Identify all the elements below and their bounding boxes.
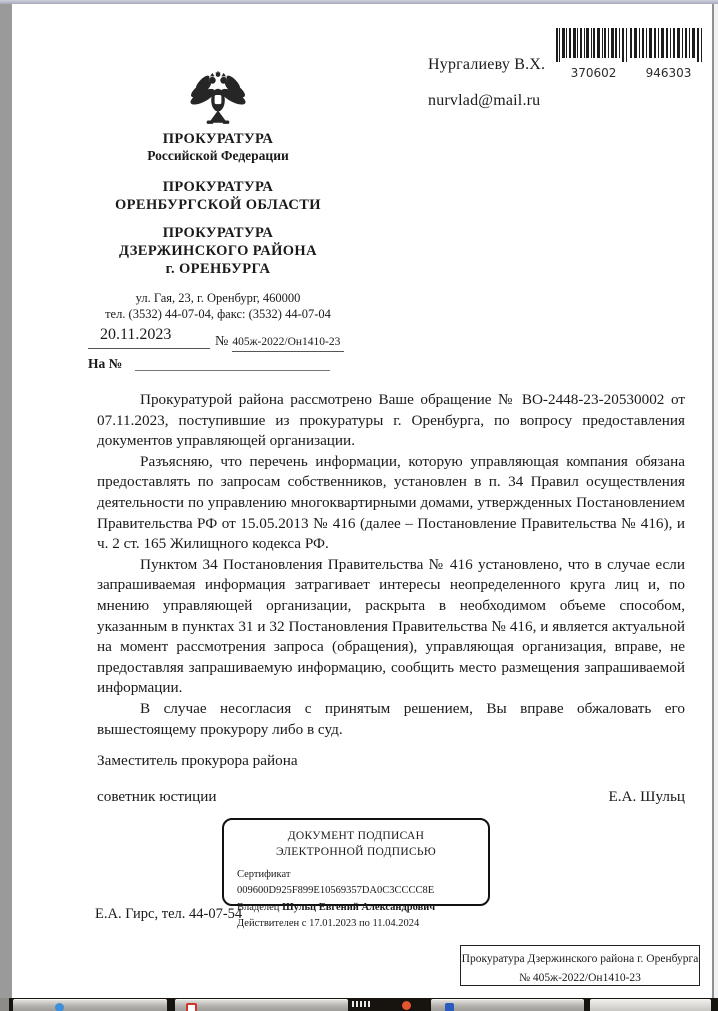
taskbar-app-button-1[interactable]	[13, 999, 167, 1011]
body-paragraph-3: Пунктом 34 Постановления Правительства № 416 установлено, что в случае если запрашиваемая информация затрагивает интересы неопределенного круга лиц и, по мнению управляющей организации, раскрыта в необходимом объеме способом, указанным в пунктах 31 и 32 Постановления Правительства № 416, и является актуальной на момент рассмотрения запроса (обращения), управляющая организация, вправе, не предоставляя запрашиваемую информацию, сообщить место размещения запрашиваемой информации.	[97, 555, 685, 697]
certificate-value: 009600D925F899E10569357DA0C3CCCC8E	[237, 885, 435, 897]
viewer-right-gutter	[714, 4, 718, 998]
taskbar	[0, 998, 718, 1011]
notification-dot-icon[interactable]	[402, 1001, 411, 1010]
letterhead-federal	[92, 130, 344, 165]
signer-name: Е.А. Шульц	[608, 788, 685, 805]
letterhead-federal-line2: Российской Федерации	[147, 148, 289, 164]
body-paragraph-2: Разъясняю, что перечень информации, которую управляющая компания обязана предоставлять по запросам собственников, установлен в п. 34 Правил осуществления деятельности по управлению многоквартирными домами, утвержденных Постановлением Правительства РФ от 15.05.2013 № 416 (далее – Постановление Правительства № 416), и ч. 2 ст. 165 Жилищного кодекса РФ.	[97, 452, 685, 553]
reply-to-line	[135, 352, 330, 371]
reply-to-label: На №	[88, 356, 123, 371]
app-window-icon	[55, 1003, 64, 1011]
registration-number: № 405ж-2022/Он1410-23	[519, 972, 641, 984]
addressee-email: nurvlad@mail.ru	[428, 92, 541, 109]
stamp-title-line1: ДОКУМЕНТ ПОДПИСАН	[287, 830, 425, 842]
letterhead-regional-line2: ОРЕНБУРГСКОЙ ОБЛАСТИ	[115, 197, 321, 214]
registration-stamp-box	[460, 945, 700, 986]
stamp-title-line2: ЭЛЕКТРОННОЙ ПОДПИСЬЮ	[276, 845, 436, 858]
letterhead-district-line3: г. ОРЕНБУРГА	[165, 261, 271, 278]
certificate-label: Сертификат	[237, 869, 291, 881]
letterhead-federal-line1: ПРОКУРАТУРА	[162, 131, 274, 147]
address-line1: ул. Гая, 23, г. Оренбург, 460000	[135, 291, 301, 305]
keyboard-layout-icon[interactable]	[352, 1001, 370, 1007]
owner-value: Шульц Евгений Александрович	[282, 901, 436, 913]
body-paragraph-4: В случае несогласия с принятым решением, Вы вправе обжаловать его вышестоящему прокурору либо в суд.	[97, 699, 685, 738]
signer-position-line1: Заместитель прокурора района	[97, 752, 298, 769]
word-app-icon	[445, 1003, 454, 1011]
taskbar-app-button-2[interactable]	[175, 999, 348, 1011]
letter-page	[12, 4, 712, 998]
letter-body	[97, 390, 685, 740]
signer-position-line2: советник юстиции	[97, 788, 217, 805]
number-label: №	[215, 334, 229, 349]
letterhead-district-line2: ДЗЕРЖИНСКОГО РАЙОНА	[119, 243, 317, 260]
registration-org: Прокуратура Дзержинского района г. Оренбурга	[461, 953, 699, 965]
barcode	[556, 28, 706, 80]
number-value: 405ж-2022/Он1410-23	[232, 336, 344, 352]
owner-label: Владелец	[237, 901, 280, 913]
barcode-digits-left: 370602	[570, 66, 617, 80]
electronic-signature-stamp	[222, 818, 490, 929]
taskbar-app-button-4[interactable]	[590, 999, 711, 1011]
body-paragraph-1: Прокуратурой района рассмотрено Ваше обращение № ВО-2448-23-20530002 от 07.11.2023, поступившие из прокуратуры г. Оренбурга, по вопросу предоставления документов управляющей организации.	[97, 391, 685, 450]
executor-contact: Е.А. Гирс, тел. 44-07-54	[95, 906, 243, 922]
letter-date: 20.11.2023	[88, 326, 210, 349]
letterhead-regional-line1: ПРОКУРАТУРА	[162, 179, 274, 195]
letter-number	[215, 332, 347, 352]
stamp-certificate-line	[237, 867, 488, 900]
taskbar-start-stub[interactable]	[0, 998, 9, 1011]
app-window-icon	[186, 1003, 197, 1011]
coat-of-arms-eagle-icon	[184, 70, 252, 128]
taskbar-app-button-3[interactable]	[431, 999, 584, 1011]
stamp-owner-line	[237, 900, 488, 916]
address-line2: тел. (3532) 44-07-04, факс: (3532) 44-07-04	[105, 307, 331, 322]
addressee-name: Нургалиеву В.Х.	[428, 56, 546, 73]
viewer-left-margin	[0, 4, 12, 998]
stamp-validity-line: Действителен с 17.01.2023 по 11.04.2024	[237, 917, 420, 929]
letterhead-regional	[92, 178, 344, 214]
letterhead-district-line1: ПРОКУРАТУРА	[162, 225, 274, 241]
letterhead-district	[92, 224, 344, 278]
barcode-digits-right: 946303	[645, 66, 692, 80]
letterhead-address	[72, 290, 364, 323]
barcode-bars	[556, 28, 706, 62]
